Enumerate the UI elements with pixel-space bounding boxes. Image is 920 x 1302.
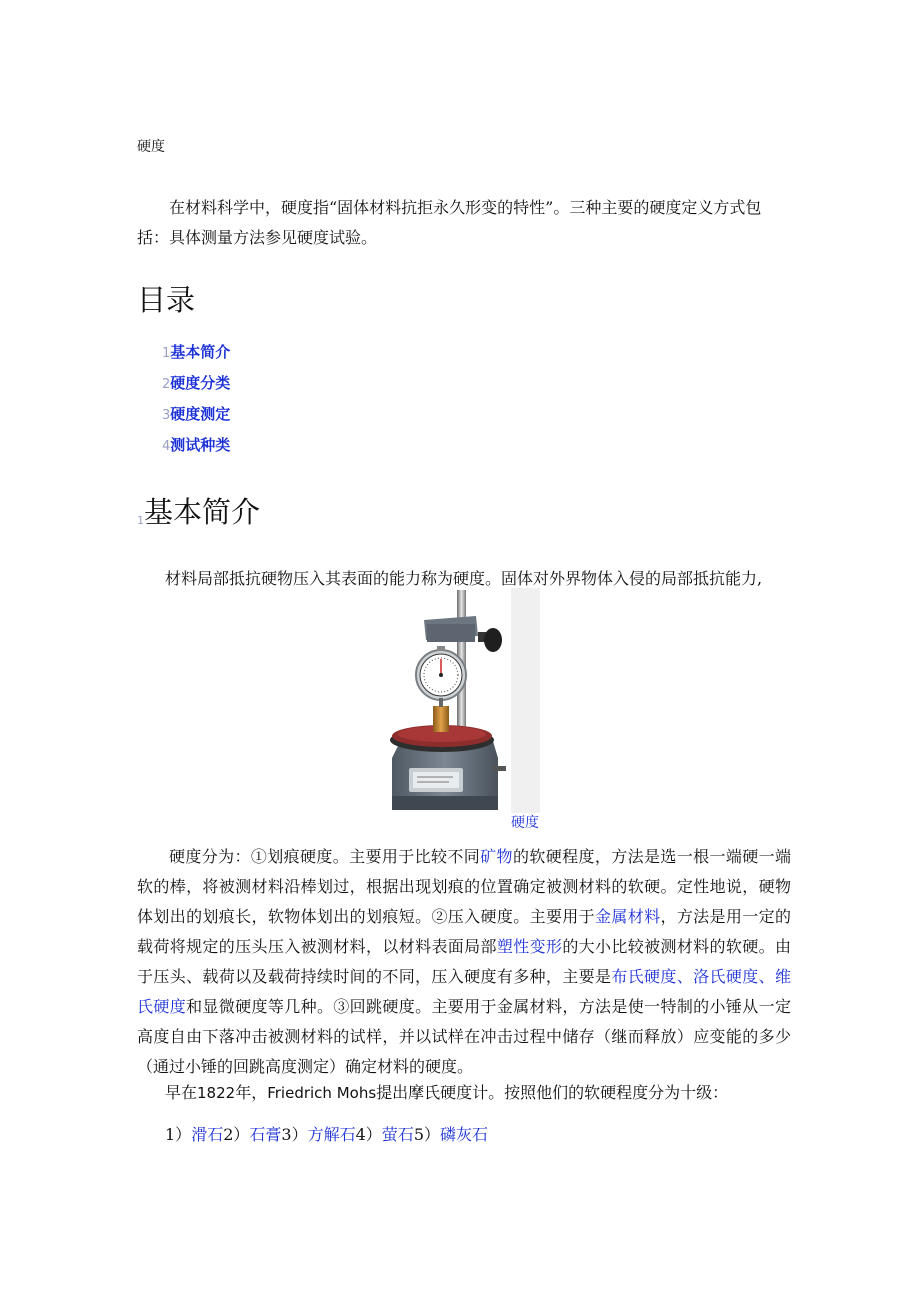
person-name: Friedrich Mohs [267,1084,377,1102]
link-metal-material[interactable]: 金属材料 [595,907,661,926]
section-heading-basic-intro [137,490,260,531]
table-of-contents [162,339,230,463]
link-brinell-hardness[interactable]: 布氏硬度 [611,967,677,986]
intro-paragraph: 在材料科学中，硬度指“固体材料抗拒永久形变的特性”。三种主要的硬度定义方式包 括：具体测量方法参见硬度试验。 [137,198,762,247]
toc-item-number: 4 [162,439,171,454]
text-segment: 的软硬程度，方法是选一根一端硬一端软的棒，将被测材料沿棒划过，根据出现划痕的位置确定被测材料的软硬。定性地说，硬物体划出的划痕长，软物体划出的划痕短。②压入硬度。主要用于 [137,847,791,926]
text-segment: 硬度分为：①划痕硬度。主要用于比较不同 [169,847,481,866]
toc-item-number: 2 [162,377,171,392]
link-rockwell-hardness[interactable]: 洛氏硬度 [693,967,759,986]
document-small-title: 硬度 [137,139,165,155]
toc-item[interactable] [162,432,230,463]
toc-heading: 目录 [137,283,196,317]
toc-item[interactable] [162,401,230,432]
toc-link-test-types[interactable]: 测试种类 [170,436,231,454]
toc-item-number: 1 [162,346,171,361]
text-segment: 早在 [165,1083,198,1102]
text-segment: 年， [235,1083,268,1102]
text-segment: 的大小比较被测材料的软硬。由于压头、载荷以及载荷持续时间的不同，压入硬度有多种，主要是 [137,937,791,986]
image-side-strip [511,588,540,813]
link-separator: 、 [676,967,694,986]
text-segment: 提出摩氏硬度计。按照他们的软硬程度分为十级： [376,1083,729,1102]
scale-number: 1） [165,1125,192,1144]
paragraph-definition: 材料局部抵抗硬物压入其表面的能力称为硬度。固体对外界物体入侵的局部抵抗能力, [165,569,763,588]
toc-item-number: 3 [162,408,171,423]
scale-number: 3） [281,1125,308,1144]
scale-number: 4） [355,1125,382,1144]
link-mineral[interactable]: 矿物 [480,847,513,866]
link-calcite[interactable]: 方解石 [307,1125,356,1144]
toc-item[interactable] [162,339,230,370]
mineral-scale-list [165,1120,488,1150]
figure-caption-link[interactable]: 硬度 [511,815,539,831]
link-vickers-hardness[interactable]: 维氏硬度 [137,967,791,1016]
section-title: 基本简介 [144,495,261,529]
link-apatite[interactable]: 磷灰石 [440,1125,489,1144]
link-separator: 、 [758,967,775,986]
scale-number: 2） [223,1125,250,1144]
toc-item[interactable] [162,370,230,401]
link-gypsum[interactable]: 石膏 [249,1125,282,1144]
paragraph-mohs [165,1078,728,1108]
scale-number: 5） [413,1125,440,1144]
year-text: 1822 [197,1084,236,1102]
text-segment: 和显微硬度等几种。③回跳硬度。主要用于金属材料，方法是使一特制的小锤从一定高度自由下落冲击被测材料的试样，并以试样在冲击过程中储存（继而释放）应变能的多少（通过小锤的回跳高度测定）确定材料的硬度。 [137,997,791,1076]
toc-link-hardness-types[interactable]: 硬度分类 [170,374,231,392]
toc-link-basic-intro[interactable]: 基本简介 [170,343,231,361]
link-fluorite[interactable]: 萤石 [381,1125,414,1144]
paragraph-hardness-types [137,842,791,1082]
hardness-tester-image [380,588,508,824]
link-plastic-deformation[interactable]: 塑性变形 [496,937,563,956]
section-number: 1 [137,514,144,527]
text-segment: ，方法是用一定的载荷将规定的压头压入被测材料，以材料表面局部 [137,907,791,956]
toc-link-hardness-measurement[interactable]: 硬度测定 [170,405,231,423]
link-talc[interactable]: 滑石 [191,1125,224,1144]
